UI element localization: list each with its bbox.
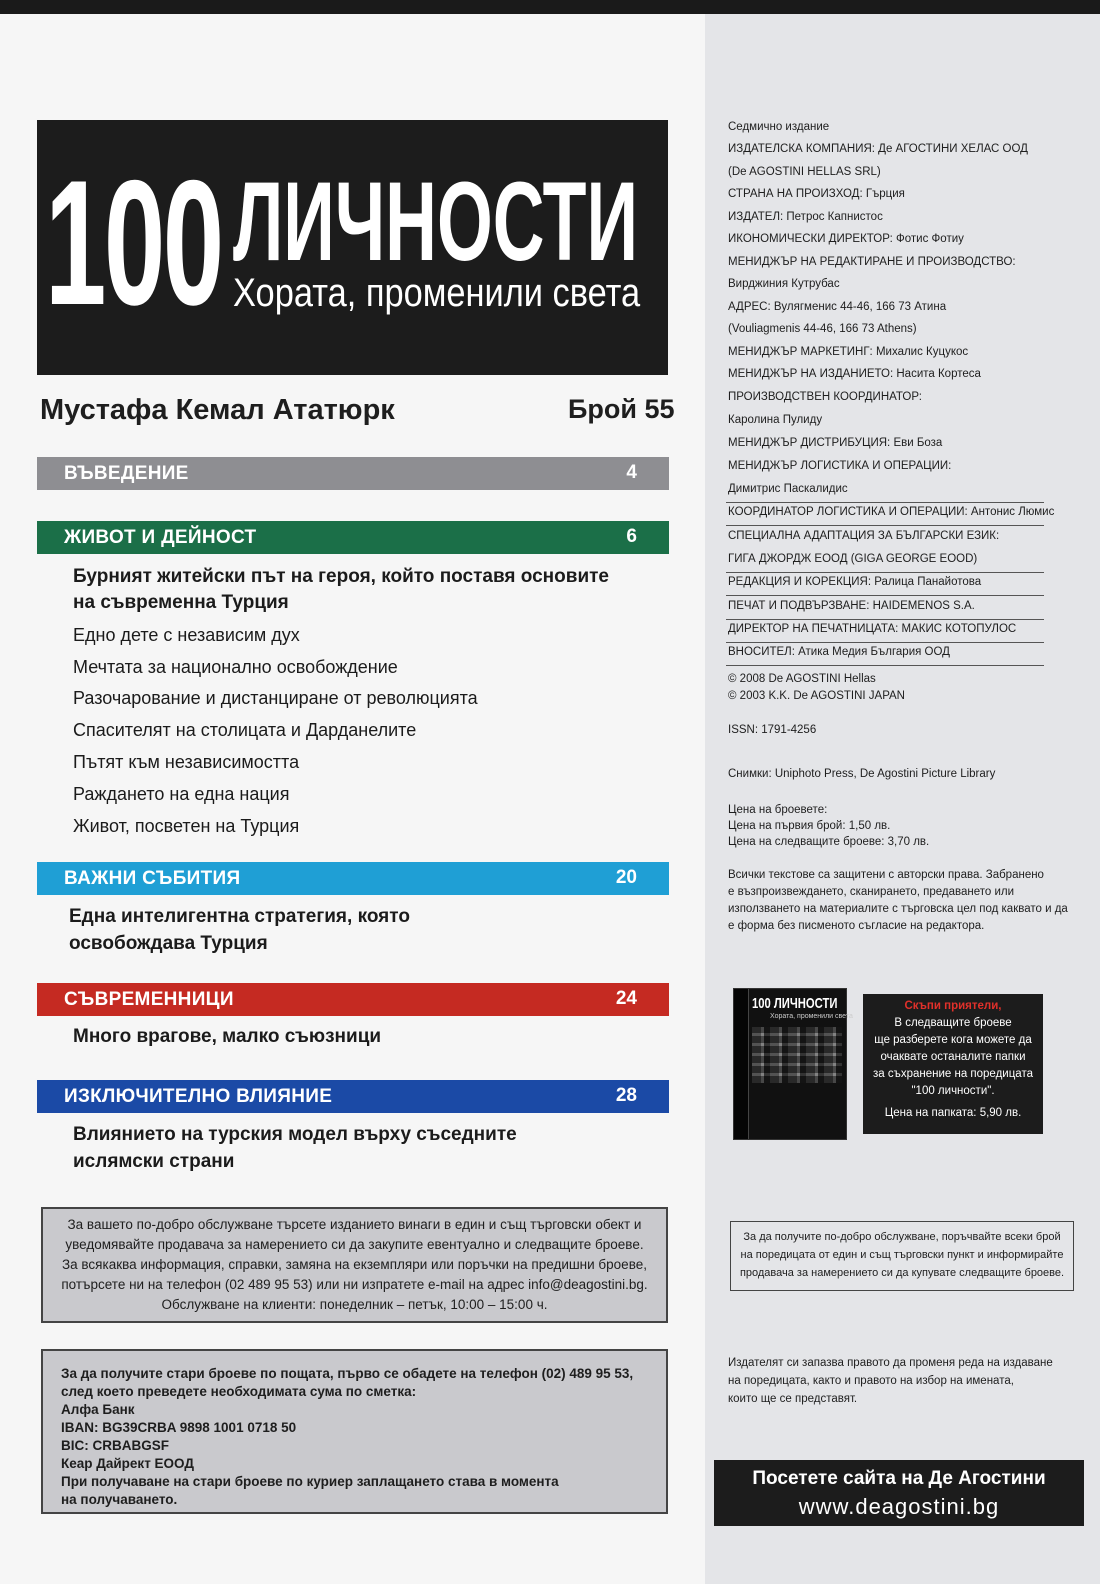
promo-line: ще разберете кога можете да [874, 1034, 1032, 1046]
service-box [730, 1221, 1074, 1291]
credit-line: СТРАНА НА ПРОИЗХОД: Гърция [728, 188, 905, 200]
section-label: ВЪВЕДЕНИЕ [64, 463, 189, 484]
credits-column [705, 14, 1100, 1584]
toc-lead[interactable]: Бурният житейски път на героя, който поставя основите [73, 566, 609, 587]
credit-line: ДИРЕКТОР НА ПЕЧАТНИЦАТА: МАКИС КОТОПУЛОС [728, 623, 1017, 635]
toc-lead[interactable]: Една интелигентна стратегия, която [69, 906, 410, 927]
price-line: Цена на следващите броеве: 3,70 лв. [728, 836, 930, 848]
price-line: Цена на броевете: [728, 804, 828, 816]
portrait-collage-overlay [752, 1027, 842, 1083]
service-line: За да получите по-добро обслужване, поръчвайте всеки брой [743, 1231, 1061, 1243]
copyright-line: © 2003 K.K. De AGOSTINI JAPAN [728, 690, 905, 702]
rights-line: използването на материалите с търговска цел под каквато и да [728, 903, 1068, 915]
publisher-note-line: които ще се представят. [728, 1393, 858, 1405]
credit-line: РЕДАКЦИЯ И КОРЕКЦИЯ: Ралица Панайотова [728, 576, 982, 588]
credit-line: ВНОСИТЕЛ: Атика Медия България ООД [728, 646, 950, 658]
promo-line: за съхранение на поредицата [873, 1068, 1033, 1080]
credit-line: ГИГА ДЖОРДЖ ЕООД (GIGA GEORGE EOOD) [728, 553, 978, 565]
section-page: 20 [615, 867, 637, 888]
rights-line: е форма без писменото съгласие на редактора. [728, 920, 985, 932]
credit-line: МЕНИДЖЪР НА ИЗДАНИЕТО: Насита Кортеса [728, 368, 981, 380]
toc-lead[interactable]: Много врагове, малко съюзници [73, 1026, 382, 1047]
toc-item[interactable]: Пътят към независимостта [73, 752, 300, 772]
divider [726, 665, 1044, 666]
credit-line: СПЕЦИАЛНА АДАПТАЦИЯ ЗА БЪЛГАРСКИ ЕЗИК: [728, 530, 1000, 542]
toc-item[interactable]: Едно дете с независим дух [73, 625, 300, 645]
service-line: на поредицата от един и същ търговски пункт и информирайте [740, 1249, 1064, 1261]
info-line: уведомявайте продавача за намерението си да закупите евентуално и следващите броеве. [65, 1237, 644, 1252]
credit-line: Седмично издание [728, 121, 830, 133]
back-issues-line: IBAN: BG39CRBA 9898 1001 0718 50 [61, 1420, 297, 1435]
divider [726, 525, 1044, 526]
section-introduction[interactable] [37, 457, 669, 490]
divider [726, 595, 1044, 596]
promo-line: В следващите броеве [894, 1017, 1012, 1029]
toc-item[interactable]: Разочарование и дистанциране от революцията [73, 688, 478, 708]
rights-line: Всички текстове са защитени с авторски права. Забранено [728, 869, 1044, 881]
binder-title: 100 ЛИЧНОСТИ [752, 995, 838, 1012]
website-link[interactable]: www.deagostini.bg [798, 1494, 1000, 1519]
section-page: 6 [626, 526, 637, 547]
promo-greeting: Скъпи приятели, [904, 1000, 1002, 1012]
credit-line: Димитрис Паскалидис [728, 483, 848, 495]
section-page: 24 [615, 988, 637, 1009]
masthead-number: 100 [45, 143, 222, 342]
back-issues-line: след което преведете необходимата сума по сметка: [61, 1384, 417, 1399]
credit-line: Вирджиния Кутрубас [728, 278, 840, 290]
promo-price: Цена на папката: 5,90 лв. [884, 1107, 1022, 1119]
credit-line: КООРДИНАТОР ЛОГИСТИКА И ОПЕРАЦИИ: Антонис Люмис [728, 506, 1055, 518]
credit-line: (De AGOSTINI HELLAS SRL) [728, 166, 881, 178]
credit-line: ИЗДАТЕЛСКА КОМПАНИЯ: Де АГОСТИНИ ХЕЛАС ООД [728, 143, 1028, 155]
divider [726, 572, 1044, 573]
binder-subtitle: Хората, променили света [770, 1013, 853, 1020]
publisher-note-line: Издателят си запазва правото да променя реда на издаване [728, 1357, 1053, 1369]
back-issues-line: Алфа Банк [61, 1402, 135, 1417]
section-label: ВАЖНИ СЪБИТИЯ [64, 868, 241, 889]
credit-line: МЕНИДЖЪР НА РЕДАКТИРАНЕ И ПРОИЗВОДСТВО: [728, 256, 1016, 268]
back-issues-line: Кеар Дайрект ЕООД [61, 1456, 194, 1471]
back-issues-box [41, 1349, 668, 1514]
divider [726, 642, 1044, 643]
back-issues-line: BIC: CRBABGSF [61, 1438, 169, 1453]
customer-info-box [41, 1207, 668, 1323]
top-edge-bar [0, 0, 1100, 14]
info-line: За всякаква информация, справки, замяна на екземпляри или поръчки на предишни броеве, [62, 1257, 647, 1272]
credit-line: МЕНИДЖЪР МАРКЕТИНГ: Михалис Куцукос [728, 346, 969, 358]
toc-item[interactable]: Живот, посветен на Турция [73, 816, 300, 836]
credit-line: МЕНИДЖЪР ЛОГИСТИКА И ОПЕРАЦИИ: [728, 460, 952, 472]
divider [726, 619, 1044, 620]
section-contemporaries[interactable] [37, 983, 669, 1016]
credit-line: МЕНИДЖЪР ДИСТРИБУЦИЯ: Еви Боза [728, 437, 943, 449]
section-life-and-work[interactable] [37, 521, 669, 554]
toc-lead[interactable]: освобождава Турция [69, 933, 268, 954]
promo-line: очаквате останалите папки [880, 1051, 1026, 1063]
back-issues-line: на получаването. [61, 1492, 178, 1507]
rights-line: е възпроизвеждането, сканирането, предаването или [728, 886, 1015, 898]
visit-website-banner[interactable] [714, 1460, 1084, 1526]
credit-line: ИЗДАТЕЛ: Петрос Капнистос [728, 211, 883, 223]
credit-line: АДРЕС: Вулягменис 44-46, 166 73 Атина [728, 301, 947, 313]
toc-item[interactable]: Спасителят на столицата и Дарданелите [73, 720, 417, 740]
binder-promo-box [863, 994, 1043, 1134]
masthead-subtitle: Хората, променили света [233, 271, 641, 315]
back-issues-line: При получаване на стари броеве по куриер заплащането става в момента [61, 1474, 559, 1489]
copyright-line: © 2008 De AGOSTINI Hellas [728, 673, 876, 685]
toc-lead[interactable]: на съвременна Турция [73, 592, 289, 613]
service-line: продавача за намерението си да купувате следващите броеве. [739, 1267, 1065, 1279]
section-exceptional-influence[interactable] [37, 1080, 669, 1113]
credit-line: Каролина Пулиду [728, 414, 823, 426]
divider [726, 502, 1044, 503]
section-page: 4 [626, 462, 637, 483]
promo-line: "100 личности". [911, 1085, 995, 1097]
toc-item[interactable]: Мечтата за национално освобождение [73, 657, 398, 677]
binder-spine [734, 989, 749, 1139]
section-important-events[interactable] [37, 862, 669, 895]
credit-line: ИКОНОМИЧЕСКИ ДИРЕКТОР: Фотис Фотиу [728, 233, 964, 245]
toc-lead[interactable]: Влиянието на турския модел върху съседните [73, 1124, 517, 1145]
binder-image [733, 988, 853, 1140]
toc-lead[interactable]: ислямски страни [73, 1151, 235, 1172]
issue-subject: Мустафа Кемал Ататюрк [40, 394, 395, 426]
masthead-title: ЛИЧНОСТИ [233, 159, 638, 284]
info-line: За вашето по-добро обслужване търсете изданието винаги в един и същ търговски обект и [67, 1217, 642, 1232]
section-label: СЪВРЕМЕННИЦИ [64, 989, 234, 1010]
photo-credits: Снимки: Uniphoto Press, De Agostini Picture Library [728, 768, 996, 780]
publisher-note-line: на поредицата, както и правото на избор на имената, [728, 1375, 1014, 1387]
issue-number: Брой 55 [568, 394, 675, 424]
section-label: ЖИВОТ И ДЕЙНОСТ [64, 527, 257, 548]
credit-line: ПРОИЗВОДСТВЕН КООРДИНАТОР: [728, 391, 922, 403]
toc-item[interactable]: Раждането на една нация [73, 784, 290, 804]
credit-line: ПЕЧАТ И ПОДВЪРЗВАНЕ: HAIDEMENOS S.A. [728, 600, 975, 612]
back-issues-line: За да получите стари броеве по пощата, първо се обадете на телефон (02) 489 95 53, [61, 1366, 634, 1381]
info-line: Обслужване на клиенти: понеделник – петък, 10:00 – 15:00 ч. [161, 1297, 548, 1312]
masthead [37, 120, 668, 375]
section-label: ИЗКЛЮЧИТЕЛНО ВЛИЯНИЕ [64, 1086, 333, 1107]
section-page: 28 [615, 1085, 637, 1106]
price-line: Цена на първия брой: 1,50 лв. [728, 820, 891, 832]
issn: ISSN: 1791-4256 [728, 724, 817, 736]
info-line: потърсете ни на телефон (02 489 95 53) или ни изпратете e-mail на адрес info@deagostini.bg. [61, 1277, 648, 1292]
visit-website-text: Посетете сайта на Де Агостини [752, 1468, 1046, 1489]
credit-line: (Vouliagmenis 44-46, 166 73 Athens) [728, 323, 917, 335]
